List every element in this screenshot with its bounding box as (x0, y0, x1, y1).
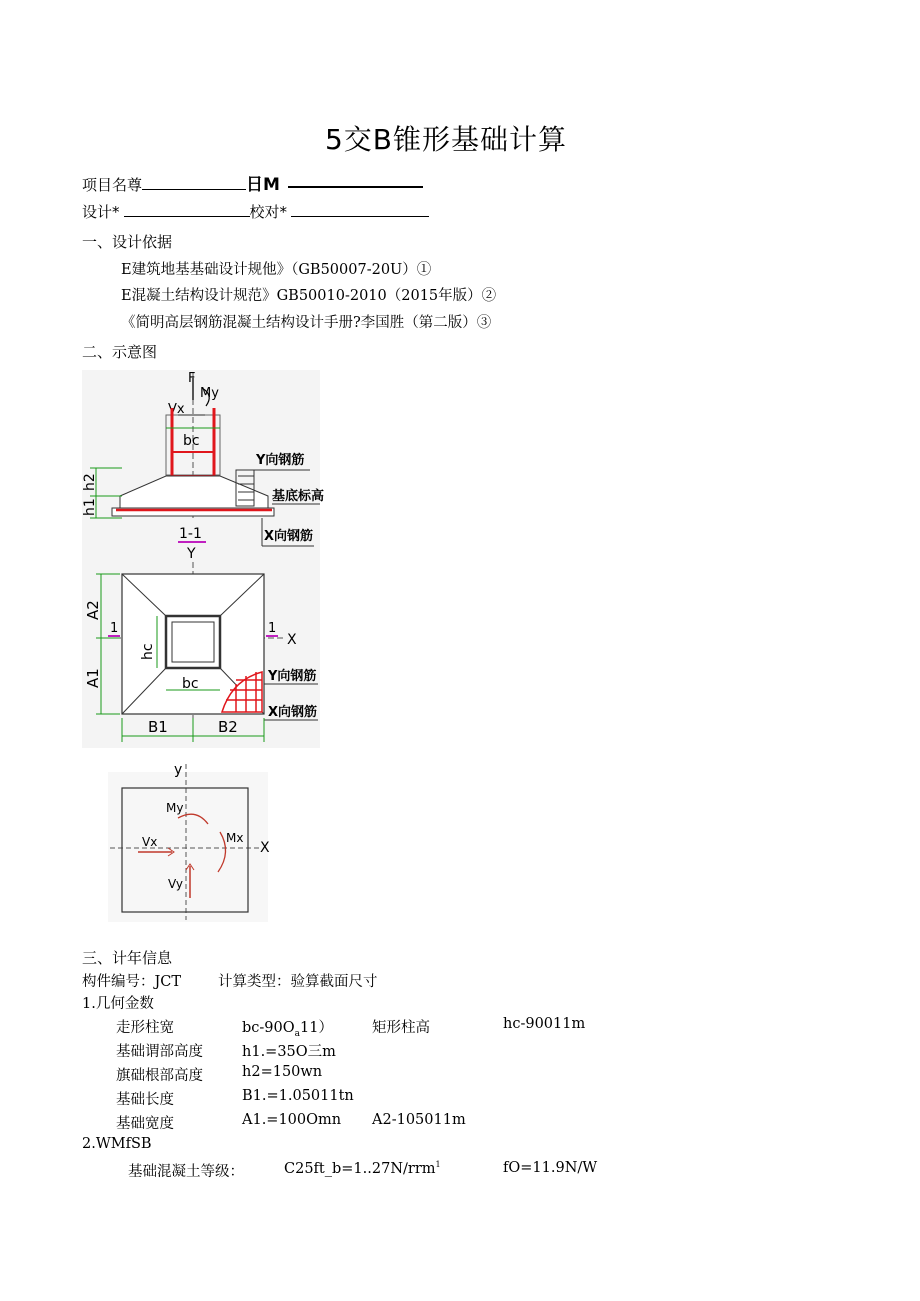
section-label: 1-1 (179, 526, 202, 542)
h1-label: h1 (82, 498, 98, 516)
param-value: B1.=1.05011tn (242, 1088, 354, 1104)
param-label: 走形柱宽 (116, 1020, 174, 1036)
shear-label: Vx (168, 402, 185, 417)
plan-x-axis-label: X (287, 632, 297, 648)
b1-label: B1 (148, 718, 168, 736)
plan-y-rebar-callout: Y向钢筋 (268, 669, 317, 684)
plan-y-axis-label: Y (187, 546, 196, 562)
member-number: 构件编号：JCT (82, 974, 182, 990)
param-value: A2-105011m (372, 1112, 466, 1128)
param-value: $bc-90O_a11$） (242, 1020, 333, 1039)
material-label: 基础混凝土等级： (128, 1164, 244, 1180)
load-x-label: X (260, 840, 270, 856)
force-label: F (188, 371, 196, 386)
moment-label: My (200, 386, 219, 401)
reference-item: E建筑地基基础设计规他》（GB50007-20U）① (121, 262, 432, 278)
param-label: 旗础根部高度 (116, 1068, 203, 1084)
material-value: C25ft_b=1..27N∕rrm$^1$ (284, 1160, 441, 1177)
project-name-label: 项目名尊 (82, 176, 143, 194)
h2-label: h2 (82, 473, 98, 491)
hc-label: hc (140, 643, 156, 660)
section-mark-left: 1 (110, 621, 119, 636)
date-label: 日M (246, 175, 280, 195)
bc-label: bc (183, 433, 200, 449)
material-fc: fO=11.9N∕W (503, 1160, 598, 1176)
b2-label: B2 (218, 718, 238, 736)
y-rebar-callout: Y向钢筋 (256, 453, 305, 468)
load-mx-label: Mx (226, 831, 244, 845)
calc-type: 计算类型：验算截面尺寸 (218, 974, 378, 990)
section-diagram-heading: 二、示意图 (82, 343, 158, 361)
load-y-label: y (174, 762, 183, 778)
geometry-title: 1.几何金数 (82, 996, 154, 1012)
load-diagram-background (108, 772, 268, 922)
param-value: h1.=35O三m (242, 1044, 336, 1060)
check-label: 校对* (249, 203, 288, 221)
base-elevation-callout: 基底标高 (272, 489, 325, 504)
load-vy-label: Vy (168, 877, 183, 891)
a2-label: A2 (84, 600, 102, 620)
reference-item: 《简明高层钢筋混凝土结构设计手册?李国胜（第二版）③ (121, 315, 492, 331)
design-label: 设计* (82, 203, 120, 221)
plan-x-rebar-callout: X向钢筋 (268, 705, 318, 720)
param-label: 基础宽度 (116, 1116, 174, 1132)
page-title: 5交B锥形基础计算 (324, 123, 568, 156)
load-vx-label: Vx (142, 835, 158, 849)
param-label: 基础谓部高度 (116, 1044, 203, 1060)
param-label: 基础长度 (116, 1092, 174, 1108)
column-plan-outline (166, 616, 220, 668)
section-info-heading: 三、计年信息 (82, 949, 173, 967)
x-rebar-callout: X向钢筋 (264, 529, 314, 544)
param-label: 矩形柱高 (372, 1020, 430, 1036)
param-value: A1.=100Omn (242, 1112, 342, 1128)
param-value: h2=150wn (242, 1064, 323, 1080)
material-title: 2.WMfSB (82, 1136, 152, 1152)
a1-label: A1 (84, 668, 102, 688)
plan-bc-label: bc (182, 676, 199, 692)
reference-item: E混凝土结构设计规范》GB50010-2010（2015年版）② (121, 288, 497, 304)
section-mark-right: 1 (268, 621, 277, 636)
param-value: hc-90011m (503, 1016, 586, 1032)
section-basis-heading: 一、设计依据 (82, 233, 173, 251)
load-my-label: My (166, 801, 184, 815)
